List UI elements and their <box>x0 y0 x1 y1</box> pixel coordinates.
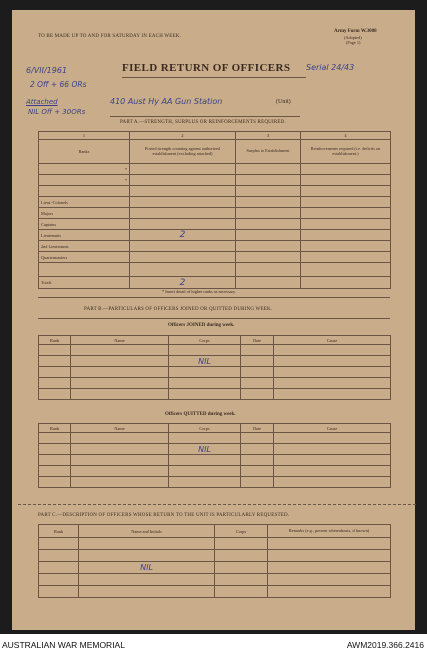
column-number: 3 <box>236 132 301 140</box>
column-header: Name <box>71 424 169 433</box>
rank-label: Quartermasters <box>39 252 130 263</box>
column-header: Ranks <box>39 140 130 164</box>
part-b-title: PART B.—PARTICULARS OF OFFICERS JOINED OR QUITTED DURING WEEK. <box>84 307 273 312</box>
handwritten-nil: NIL <box>198 444 211 454</box>
column-header: Cause <box>274 424 391 433</box>
part-a-title: PART A.—STRENGTH, SURPLUS OR REINFORCEMENTS REQUIRED. <box>120 120 286 125</box>
column-header: Corps <box>169 336 241 345</box>
part-c-title: PART C.—DESCRIPTION OF OFFICERS WHOSE RETURN TO THE UNIT IS PARTICULARLY REQUESTED. <box>38 513 290 518</box>
rank-label: Lieut.-Colonels <box>39 197 130 208</box>
form-page: (Page 1) <box>346 40 361 45</box>
column-header: Name <box>71 336 169 345</box>
rank-label: 2nd Lieutenants <box>39 241 130 252</box>
handwritten-totals-count: 2 <box>179 277 186 288</box>
handwritten-nil: NIL <box>140 563 153 572</box>
column-header: Corps <box>169 424 241 433</box>
column-header: Surplus to Establishment <box>236 140 301 164</box>
column-number: 1 <box>39 132 130 140</box>
footer-source: AUSTRALIAN WAR MEMORIAL <box>2 640 125 650</box>
column-header: Name and Initials <box>79 525 215 538</box>
column-header: Rank <box>39 424 71 433</box>
form-adopted: (Adopted) <box>344 35 362 40</box>
footnote: * Insert detail of higher ranks as necessary. <box>162 289 236 294</box>
form-sheet <box>12 10 415 630</box>
part-c-table <box>38 524 391 598</box>
handwritten-lieutenants-count: 2 <box>179 230 186 240</box>
quitted-title: Officers QUITTED during week. <box>165 412 236 417</box>
column-header: Posted strength counting against authorized establishment (excluding attached) <box>130 140 236 164</box>
quitted-table <box>38 423 391 488</box>
column-header: Rank <box>39 336 71 345</box>
column-number: 2 <box>130 132 236 140</box>
page-title: FIELD RETURN OF OFFICERS <box>122 62 291 74</box>
column-header: Rank <box>39 525 79 538</box>
unit-suffix: (Unit) <box>276 99 291 105</box>
handwritten-date: 6/VII/1961 <box>26 66 68 75</box>
handwritten-serial: Serial 24/43 <box>306 63 355 72</box>
handwritten-note: NIL Off + 30ORs <box>28 108 86 116</box>
rank-label: Captains <box>39 219 130 230</box>
instruction-text: TO BE MADE UP TO AND FOR SATURDAY IN EACH WEEK. <box>38 34 182 39</box>
column-number: 4 <box>301 132 391 140</box>
totals-label: Totals <box>39 277 130 289</box>
form-number: Army Form W.3008 <box>334 29 377 34</box>
handwritten-nil: NIL <box>198 356 211 366</box>
column-header: Cause <box>274 336 391 345</box>
column-header: Date <box>241 336 274 345</box>
footer-id: AWM2019.366.2416 <box>346 640 424 650</box>
rank-label: Lieutenants <box>39 230 130 241</box>
handwritten-note: 2 Off + 66 ORs <box>30 80 87 89</box>
handwritten-note: Attached <box>26 98 58 106</box>
joined-table <box>38 335 391 400</box>
perforation-line <box>18 504 416 505</box>
column-header: Corps <box>215 525 268 538</box>
rank-label: Majors <box>39 208 130 219</box>
joined-title: Officers JOINED during week. <box>168 323 235 328</box>
column-header: Remarks (e.g., present whereabouts, if known) <box>268 525 391 538</box>
part-a-table: 1 2 3 4 Ranks Posted strength counting against authorized establishment (excluding attached) Surplus to Establishment Reinforcements required (i.e. deficits on establishment.) * * Lieut.-Colonels Majors Captains Lieutenants 2 2nd Lieutenants Quartermasters Totals 2 <box>38 131 391 289</box>
column-header: Date <box>241 424 274 433</box>
caption-bar <box>0 637 427 653</box>
column-header: Reinforcements required (i.e. deficits on establishment.) <box>301 140 391 164</box>
handwritten-unit: 410 Aust Hy AA Gun Station <box>110 97 223 106</box>
